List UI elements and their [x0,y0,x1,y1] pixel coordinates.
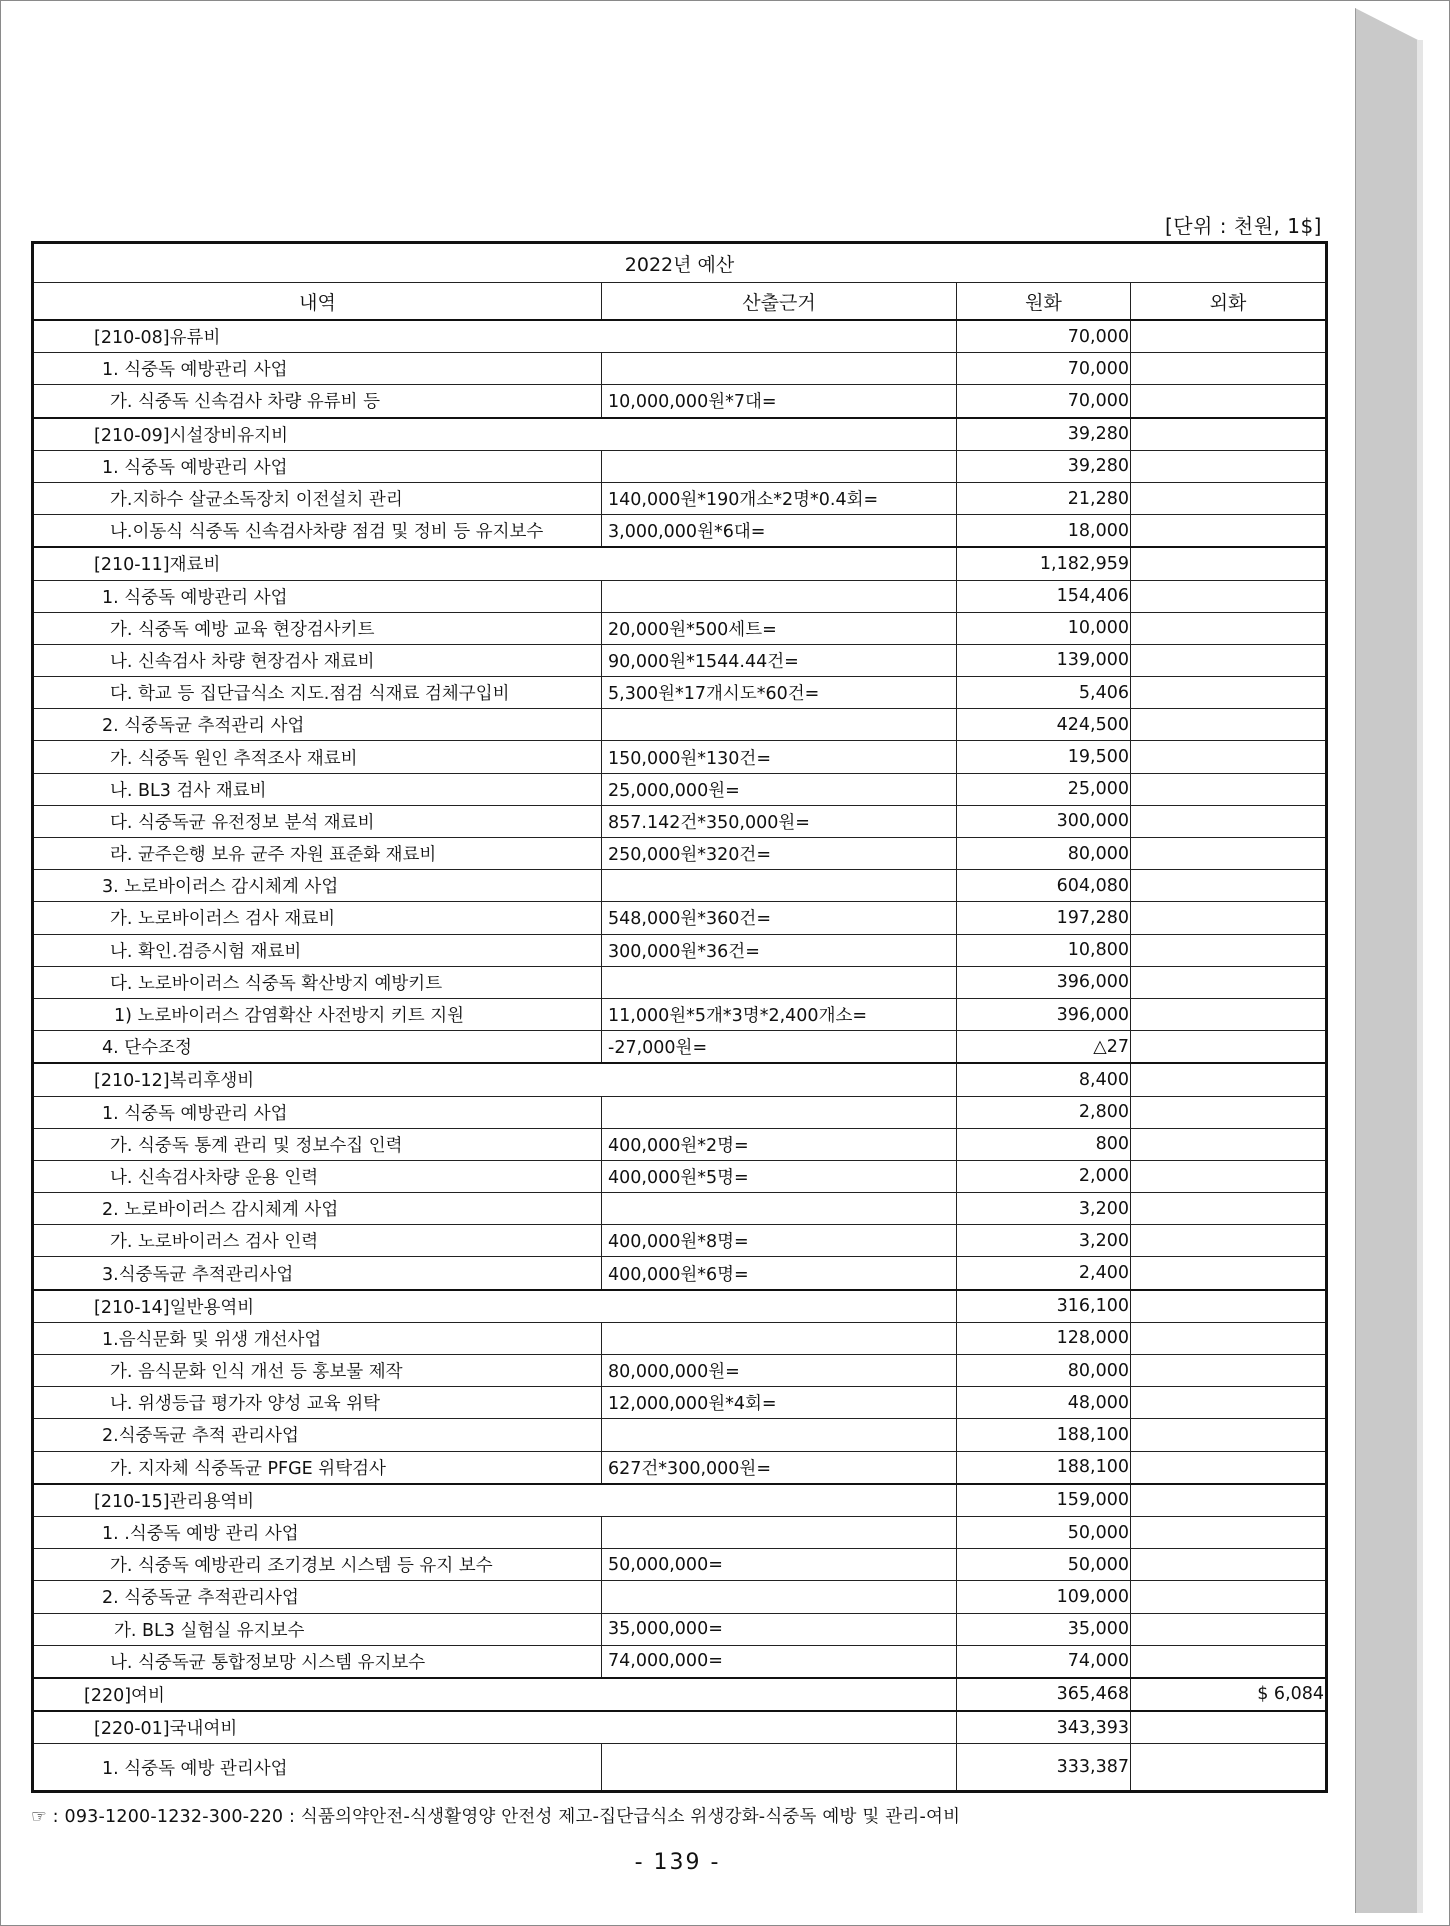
table-row [33,418,1327,451]
row-krw-amount: 70,000 [957,353,1131,385]
table-row [33,1711,1327,1744]
row-krw-amount: 21,280 [957,482,1131,514]
row-item: 1. 식중독 예방 관리사업 [33,1744,602,1792]
row-usd-amount [1131,1645,1327,1678]
row-item: 나. 신속검사 차량 현장검사 재료비 [33,644,602,676]
row-basis: 400,000원*8명= [602,1225,957,1257]
row-krw-amount: △27 [957,1031,1131,1064]
row-usd-amount [1131,515,1327,548]
row-usd-amount [1131,870,1327,902]
table-row [33,353,1327,385]
row-basis [602,1581,957,1613]
row-item: 1. 식중독 예방관리 사업 [33,353,602,385]
row-basis [602,1419,957,1451]
row-item: 나. 확인.검증시험 재료비 [33,934,602,966]
row-krw-amount: 3,200 [957,1193,1131,1225]
row-item: 1. .식중독 예방 관리 사업 [33,1516,602,1548]
table-row [33,1549,1327,1581]
row-item: 가. 지자체 식중독균 PFGE 위탁검사 [33,1451,602,1484]
table-row [33,838,1327,870]
row-basis: 74,000,000= [602,1645,957,1678]
row-usd-amount [1131,450,1327,482]
row-basis [602,1193,957,1225]
row-usd-amount [1131,385,1327,418]
row-item: 2. 식중독균 추적관리사업 [33,1581,602,1613]
row-item: 2. 식중독균 추적관리 사업 [33,709,602,741]
row-usd-amount [1131,320,1327,353]
row-krw-amount: 159,000 [957,1484,1131,1517]
table-row [33,1096,1327,1128]
row-basis: 80,000,000원= [602,1355,957,1387]
row-basis: 400,000원*2명= [602,1128,957,1160]
row-item: 4. 단수조정 [33,1031,602,1064]
table-row [33,934,1327,966]
column-header-item: 내역 [33,283,602,321]
row-item: [210-09]시설장비유지비 [33,418,957,451]
table-row [33,998,1327,1030]
row-usd-amount [1131,1613,1327,1645]
row-usd-amount [1131,1096,1327,1128]
page-edge-shade [1417,40,1423,1913]
page-edge-decoration [1355,8,1418,1913]
row-krw-amount: 19,500 [957,741,1131,773]
table-row [33,1160,1327,1192]
row-item: [210-08]유류비 [33,320,957,353]
row-item: 나. 식중독균 통합정보망 시스템 유지보수 [33,1645,602,1678]
row-item: 가. 식중독 원인 추적조사 재료비 [33,741,602,773]
row-krw-amount: 5,406 [957,677,1131,709]
table-row [33,1225,1327,1257]
row-krw-amount: 128,000 [957,1322,1131,1354]
row-krw-amount: 1,182,959 [957,547,1131,580]
row-usd-amount [1131,709,1327,741]
row-krw-amount: 74,000 [957,1645,1131,1678]
table-row [33,482,1327,514]
row-basis: -27,000원= [602,1031,957,1064]
table-row [33,1744,1327,1792]
table-row [33,1451,1327,1484]
row-item: 나. BL3 검사 재료비 [33,773,602,805]
row-item: 라. 균주은행 보유 균주 자원 표준화 재료비 [33,838,602,870]
row-usd-amount [1131,805,1327,837]
row-krw-amount: 316,100 [957,1290,1131,1323]
table-row [33,1355,1327,1387]
row-krw-amount: 604,080 [957,870,1131,902]
row-basis [602,709,957,741]
row-krw-amount: 188,100 [957,1451,1131,1484]
row-item: 1. 식중독 예방관리 사업 [33,450,602,482]
row-krw-amount: 48,000 [957,1387,1131,1419]
column-header-basis: 산출근거 [602,283,957,321]
row-basis: 90,000원*1544.44건= [602,644,957,676]
row-basis [602,870,957,902]
row-item: 가. 식중독 예방 교육 현장검사키트 [33,612,602,644]
row-krw-amount: 10,800 [957,934,1131,966]
table-row [33,320,1327,353]
row-krw-amount: 139,000 [957,644,1131,676]
row-krw-amount: 188,100 [957,1419,1131,1451]
page-number: - 139 - [634,1850,721,1875]
row-usd-amount [1131,1484,1327,1517]
row-usd-amount [1131,1322,1327,1354]
row-krw-amount: 18,000 [957,515,1131,548]
row-item: 다. 노로바이러스 식중독 확산방지 예방키트 [33,966,602,998]
row-krw-amount: 35,000 [957,1613,1131,1645]
row-item: 다. 식중독균 유전정보 분석 재료비 [33,805,602,837]
row-krw-amount: 50,000 [957,1516,1131,1548]
row-item: 가. 노로바이러스 검사 인력 [33,1225,602,1257]
table-row [33,1063,1327,1096]
row-usd-amount [1131,773,1327,805]
row-item: 1. 식중독 예방관리 사업 [33,580,602,612]
row-krw-amount: 109,000 [957,1581,1131,1613]
row-krw-amount: 154,406 [957,580,1131,612]
row-basis: 627건*300,000원= [602,1451,957,1484]
row-krw-amount: 2,800 [957,1096,1131,1128]
row-usd-amount [1131,838,1327,870]
row-item: 나. 신속검사차량 운용 인력 [33,1160,602,1192]
row-item: 2.식중독균 추적 관리사업 [33,1419,602,1451]
row-basis: 150,000원*130건= [602,741,957,773]
row-basis [602,1322,957,1354]
row-krw-amount: 2,000 [957,1160,1131,1192]
table-row [33,1322,1327,1354]
table-row [33,1581,1327,1613]
row-basis: 140,000원*190개소*2명*0.4회= [602,482,957,514]
column-header-krw: 원화 [957,283,1131,321]
row-usd-amount [1131,1290,1327,1323]
row-item: [220]여비 [33,1678,957,1711]
table-row [33,1031,1327,1064]
table-row [33,580,1327,612]
row-basis: 400,000원*6명= [602,1257,957,1290]
row-item: 다. 학교 등 집단급식소 지도.점검 식재료 검체구입비 [33,677,602,709]
column-header-usd: 외화 [1131,283,1327,321]
row-usd-amount: $ 6,084 [1131,1678,1327,1711]
row-krw-amount: 365,468 [957,1678,1131,1711]
table-row [33,1678,1327,1711]
table-row [33,1645,1327,1678]
row-usd-amount [1131,612,1327,644]
row-usd-amount [1131,1549,1327,1581]
table-row [33,1484,1327,1517]
table-body [33,320,1327,1792]
row-usd-amount [1131,547,1327,580]
row-krw-amount: 333,387 [957,1744,1131,1792]
row-basis: 10,000,000원*7대= [602,385,957,418]
row-item: 가. 식중독 통계 관리 및 정보수집 인력 [33,1128,602,1160]
row-krw-amount: 80,000 [957,1355,1131,1387]
row-usd-amount [1131,1451,1327,1484]
row-usd-amount [1131,482,1327,514]
row-krw-amount: 343,393 [957,1711,1131,1744]
table-title-row [33,243,1327,283]
row-basis [602,450,957,482]
row-usd-amount [1131,966,1327,998]
row-basis: 400,000원*5명= [602,1160,957,1192]
row-item: 1) 노로바이러스 감염확산 사전방지 키트 지원 [33,998,602,1030]
table-row [33,677,1327,709]
row-usd-amount [1131,644,1327,676]
table-row [33,1257,1327,1290]
row-item: 가. 노로바이러스 검사 재료비 [33,902,602,934]
table-row [33,547,1327,580]
row-usd-amount [1131,1419,1327,1451]
table-row [33,773,1327,805]
row-basis [602,1744,957,1792]
row-basis: 300,000원*36건= [602,934,957,966]
row-usd-amount [1131,998,1327,1030]
row-usd-amount [1131,1257,1327,1290]
row-usd-amount [1131,1225,1327,1257]
row-krw-amount: 70,000 [957,320,1131,353]
row-basis [602,1096,957,1128]
table-row [33,385,1327,418]
row-usd-amount [1131,353,1327,385]
table-row [33,1419,1327,1451]
table-row [33,1387,1327,1419]
row-usd-amount [1131,934,1327,966]
row-basis: 11,000원*5개*3명*2,400개소= [602,998,957,1030]
row-item: 2. 노로바이러스 감시체계 사업 [33,1193,602,1225]
row-item: [220-01]국내여비 [33,1711,957,1744]
row-krw-amount: 80,000 [957,838,1131,870]
row-krw-amount: 197,280 [957,902,1131,934]
row-item: 가. BL3 실험실 유지보수 [33,1613,602,1645]
row-usd-amount [1131,418,1327,451]
row-item: [210-15]관리용역비 [33,1484,957,1517]
row-krw-amount: 3,200 [957,1225,1131,1257]
footer-note: ☞ : 093-1200-1232-300-220 : 식품의약안전-식생활영양 안전성 제고-집단급식소 위생강화-식중독 예방 및 관리-여비 [31,1807,961,1827]
row-basis [602,353,957,385]
row-basis: 20,000원*500세트= [602,612,957,644]
row-item: 가. 식중독 예방관리 조기경보 시스템 등 유지 보수 [33,1549,602,1581]
row-krw-amount: 396,000 [957,966,1131,998]
row-item: 나.이동식 식중독 신속검사차량 점검 및 정비 등 유지보수 [33,515,602,548]
unit-note: [단위 : 천원, 1$] [1164,214,1322,238]
row-basis: 25,000,000원= [602,773,957,805]
row-item: 3.식중독균 추적관리사업 [33,1257,602,1290]
row-krw-amount: 25,000 [957,773,1131,805]
row-usd-amount [1131,1516,1327,1548]
budget-table [31,241,1328,1793]
row-basis [602,1516,957,1548]
row-usd-amount [1131,580,1327,612]
table-title: 2022년 예산 [33,243,1327,283]
table-row [33,1613,1327,1645]
table-row [33,1128,1327,1160]
row-krw-amount: 300,000 [957,805,1131,837]
row-basis: 548,000원*360건= [602,902,957,934]
row-usd-amount [1131,1193,1327,1225]
row-basis: 857.142건*350,000원= [602,805,957,837]
row-usd-amount [1131,1744,1327,1792]
table-row [33,450,1327,482]
row-item: 가. 식중독 신속검사 차량 유류비 등 [33,385,602,418]
table-row [33,805,1327,837]
row-krw-amount: 70,000 [957,385,1131,418]
row-usd-amount [1131,1355,1327,1387]
row-krw-amount: 39,280 [957,450,1131,482]
row-basis: 5,300원*17개시도*60건= [602,677,957,709]
row-usd-amount [1131,1063,1327,1096]
table-header-row [33,283,1327,321]
row-krw-amount: 424,500 [957,709,1131,741]
row-basis [602,580,957,612]
row-item: 가.지하수 살균소독장치 이전설치 관리 [33,482,602,514]
row-item: 1.음식문화 및 위생 개선사업 [33,1322,602,1354]
row-basis: 3,000,000원*6대= [602,515,957,548]
row-item: 1. 식중독 예방관리 사업 [33,1096,602,1128]
row-usd-amount [1131,1711,1327,1744]
row-item: [210-12]복리후생비 [33,1063,957,1096]
table-row [33,709,1327,741]
row-basis: 12,000,000원*4회= [602,1387,957,1419]
row-krw-amount: 800 [957,1128,1131,1160]
row-item: 나. 위생등급 평가자 양성 교육 위탁 [33,1387,602,1419]
table-row [33,1516,1327,1548]
row-usd-amount [1131,1128,1327,1160]
row-item: [210-14]일반용역비 [33,1290,957,1323]
table-row [33,870,1327,902]
row-basis: 50,000,000= [602,1549,957,1581]
table-row [33,515,1327,548]
row-krw-amount: 50,000 [957,1549,1131,1581]
row-krw-amount: 39,280 [957,418,1131,451]
row-basis: 35,000,000= [602,1613,957,1645]
row-usd-amount [1131,1031,1327,1064]
row-usd-amount [1131,741,1327,773]
table-row [33,644,1327,676]
row-krw-amount: 10,000 [957,612,1131,644]
table-row [33,902,1327,934]
table-row [33,1193,1327,1225]
row-krw-amount: 8,400 [957,1063,1131,1096]
row-usd-amount [1131,1387,1327,1419]
row-item: 가. 음식문화 인식 개선 등 홍보물 제작 [33,1355,602,1387]
row-usd-amount [1131,677,1327,709]
row-krw-amount: 2,400 [957,1257,1131,1290]
table-row [33,1290,1327,1323]
row-item: [210-11]재료비 [33,547,957,580]
row-basis [602,966,957,998]
row-krw-amount: 396,000 [957,998,1131,1030]
row-usd-amount [1131,1581,1327,1613]
row-item: 3. 노로바이러스 감시체계 사업 [33,870,602,902]
table-row [33,966,1327,998]
table-row [33,741,1327,773]
row-usd-amount [1131,902,1327,934]
table-row [33,612,1327,644]
row-usd-amount [1131,1160,1327,1192]
row-basis: 250,000원*320건= [602,838,957,870]
